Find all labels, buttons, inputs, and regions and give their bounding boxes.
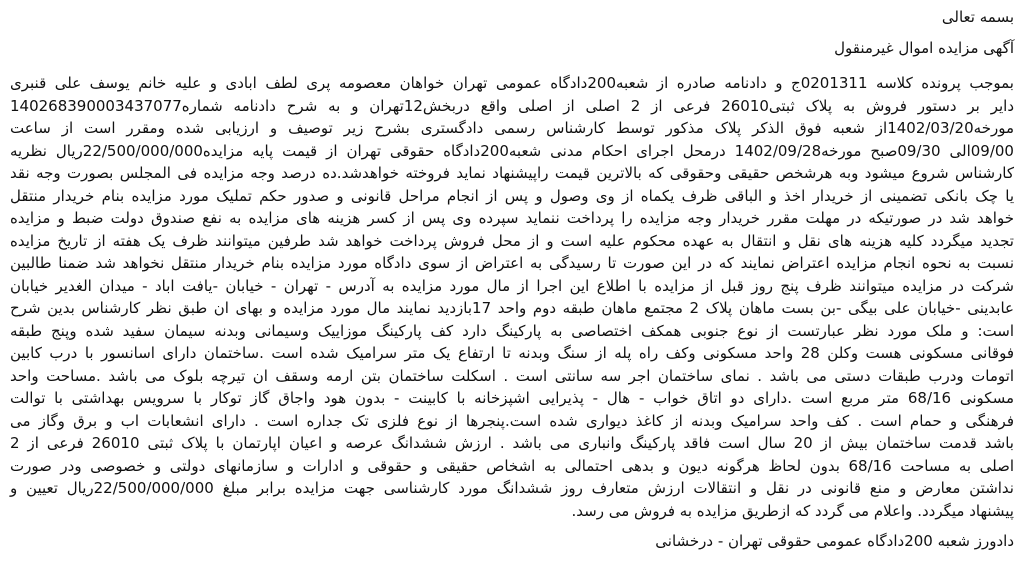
body-line: است: و ملک مورد نظر عبارتست از نوع جنوبی همکف اختصاصی به پارکینگ دارد کف پارکینگ موزاییک وسیمانی وبدنه سیمان سفید شده وپنج طبقه bbox=[10, 321, 1014, 340]
body-line: نسبت به نحوه انجام مزایده اعتراض نمایند که در این صورت تا رسیدگی به اعتراض از سوی دادگاه مورد مزایده بنام خریدار منتقل نخواهد شد ضمنا طالبین bbox=[10, 254, 1014, 272]
body-line: کارشناس شروع میشود وبه هرشخص حقیقی وحقوقی که بالاترین قیمت راپیشنهاد نماید فروخته خواهدشد.ده درصد وجه مزایده فی المجلس بصورت وجه نقد bbox=[10, 164, 1014, 182]
notice-body bbox=[10, 72, 1014, 522]
signature-line: دادورز شعبه 200دادگاه عمومی حقوقی تهران - درخشانی bbox=[655, 532, 1014, 550]
spacer bbox=[10, 522, 1014, 530]
body-line: فرهنگی و حمام است . کف واحد سرامیک وبدنه از کاغذ دیواری شده است.پنجرها از نوع فلزی تک جداره است . دارای انشعابات اب و برق وگاز می bbox=[10, 411, 1014, 430]
body-line: شرکت در مزایده میتوانند ظرف پنج روز قبل از مزایده با اطلاع این اجرا از مال مورد مزایده به آدرس - تهران - خیابان -یافت اباد - میدان الغدیر خیابان bbox=[10, 276, 1014, 295]
body-line: مورخه1402/03/20از شعبه فوق الذکر پلاک مذکور توسط کارشناس رسمی دادگستری بشرح زیر توصیف و ارزیابی شده ومقرر است از ساعت bbox=[10, 119, 1014, 137]
body-line: اتومات ودرب طبقات دستی می باشد . نمای ساختمان اجر سه سانتی است . اسکلت ساختمان بتن ارمه وسقف ان تیرچه بلوک می باشد .مساحت واحد bbox=[10, 366, 1014, 385]
body-line: بموجب پرونده کلاسه 0201311ج و دادنامه صادره از شعبه200دادگاه عمومی تهران خواهان معصومه پری لطف ابادی و علیه خانم یوسف علی قنبری bbox=[10, 74, 1014, 92]
body-line: باشد قدمت ساختمان بیش از 20 سال است فاقد پارکینگ وانباری می باشد . ارزش ششدانگ عرصه و اعیان اپارتمان با پلاک ثبتی 26010 فرعی از 2 bbox=[10, 434, 1014, 452]
body-line: دایر بر دستور فروش به پلاک ثبتی26010 فرعی از 2 اصلی از اصلی واقع دربخش12تهران و به شرح دادنامه شماره140268390003437077 bbox=[10, 96, 1014, 115]
body-line: مسکونی 68/16 متر مربع است .دارای دو اتاق خواب - هال - پذیرایی اشپزخانه با کابینت - بدون هود واجاق گاز توکار با سرویس بهداشتی با توالت bbox=[10, 389, 1014, 407]
body-line: تجدید میگردد کلیه هزینه های نقل و انتقال به عهده محکوم علیه است و از محل فروش پرداخت خواهد شد طرفین میتوانند ظرف یک هفته از تاریخ مزایده bbox=[10, 231, 1014, 250]
body-line: خواهد شد در صورتیکه در مهلت مقرر خریدار وجه مزایده را پرداخت ننماید سپرده وی پس از کسر هزینه های مزایده به نفع صندوق دولت ضبط و مزایده bbox=[10, 209, 1014, 227]
invocation-text: بسمه تعالی bbox=[941, 8, 1014, 26]
body-line: یا چک بانکی تضمینی از خریدار اخذ و الباقی ظرف یکماه از وی وصول و پس از انجام مراحل قانونی و صدور حکم تملیک مورد مزایده بنام خریدار منتقل bbox=[10, 186, 1014, 205]
body-line: پیشنهاد میگردد. واعلام می گردد که ازطریق مزایده به فروش می رسد. bbox=[571, 501, 1014, 520]
body-line: 09/00الی 09/30صبح مورخه1402/09/28 درمحل اجرای احکام مدنی شعبه200دادگاه حقوقی تهران از قیمت پایه مزایده22/500/000/000ریال نظریه bbox=[10, 141, 1014, 160]
spacer bbox=[10, 29, 1014, 37]
spacer bbox=[10, 59, 1014, 72]
body-line: نداشتن معارض و منع قانونی در نقل و انتقالات ارزش متعارف روز ششدانگ مورد کارشناسی جهت مزایده برابر مبلغ 22/500/000/000ریال تعیین و bbox=[10, 479, 1014, 497]
body-line: عابدینی -خیابان علی بیگی -بن بست ماهان پلاک 2 مجتمع ماهان طبقه دوم واحد 17بازدید نمایند مال مورد مزایده و بهای ان طبق نظر کارشناس بدین شرح bbox=[10, 299, 1014, 317]
notice-title: آگهی مزایده اموال غیرمنقول bbox=[834, 38, 1014, 57]
body-line: فوقانی مسکونی هست وکلن 28 واحد مسکونی وکف راه پله از سنگ وبدنه تا ارتفاع یک متر سرامیک شده است .ساختمان دارای اسانسور با درب کابین bbox=[10, 344, 1014, 362]
body-line: اصلی به مساحت 68/16 بدون لحاظ هرگونه دیون و بدهی احتمالی به اشخاص حقیقی و حقوقی و ادارات و سازمانهای دولتی و خصوصی ودر صورت bbox=[10, 456, 1014, 475]
